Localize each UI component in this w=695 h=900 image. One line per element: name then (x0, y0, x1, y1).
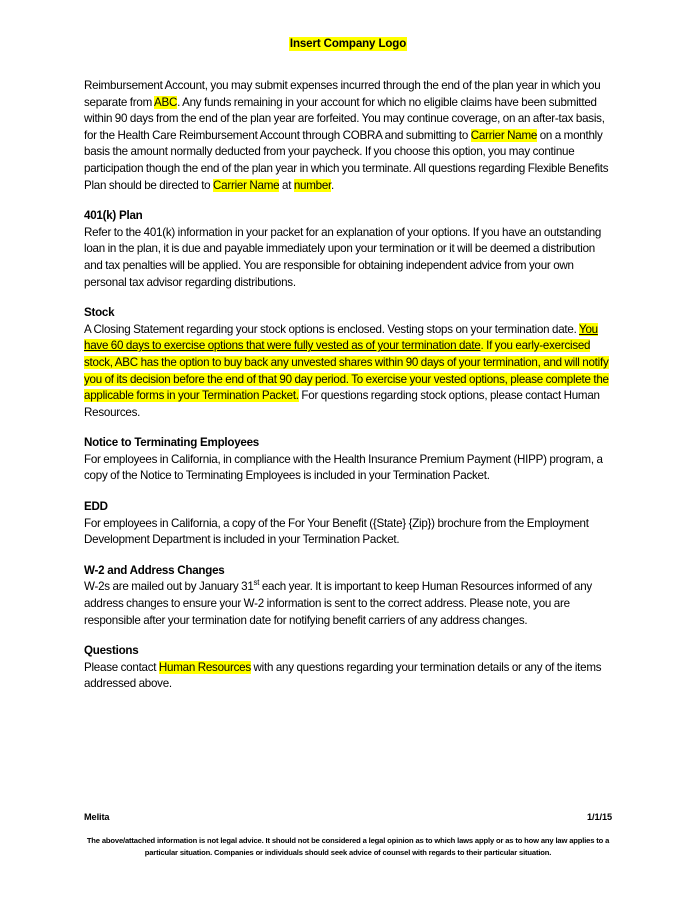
section-title-401k-plan: 401(k) Plan (84, 209, 143, 223)
placeholder-carrier-name-2: Carrier Name (213, 178, 280, 192)
company-logo-placeholder: Insert Company Logo (289, 38, 407, 50)
section-stock (84, 305, 612, 421)
section-edd (84, 499, 612, 549)
placeholder-abc: ABC (154, 95, 178, 109)
section-body-401k-plan: Refer to the 401(k) information in your packet for an explanation of your options. If you have an outstanding loan in the plan, it is due and payable immediately upon your termination or it will be deemed a distribution and tax penalties will be applied. You are responsible for obtaining independent advice from your own personal tax advisor regarding distributions. (84, 225, 602, 289)
section-body-w2-and-address-changes (84, 579, 612, 629)
w2-ordinal-suffix: st (253, 578, 260, 588)
section-notice-to-terminating-employees (84, 435, 612, 485)
intro-paragraph (84, 78, 612, 194)
placeholder-number: number (293, 178, 332, 192)
footer-disclaimer: The above/attached information is not legal advice. It should not be considered a legal opinion as to which laws apply or as to how any law applies to a particular situation. Companies or individuals should seek advice of counsel with regards to their particular situation. (86, 836, 610, 857)
section-title-questions: Questions (84, 644, 139, 658)
section-401k-plan (84, 208, 612, 291)
document-content (84, 0, 612, 693)
intro-text-part-3: on a monthly basis the amount normally deducted from your paycheck. If you choose this option, you may continue participation though the end of the plan year in which you terminate. All questions regarding Flexible Benefits Plan should be directed to (84, 128, 609, 192)
stock-highlight-rest: . If you early-exercised stock, ABC has the option to buy back any unvested shares within 90 days of your termination, and will notify you of its decision before the end of that 90 day period. To exercise your vested options, please complete the applicable forms in your Termination Packet. (84, 339, 609, 403)
section-questions (84, 643, 612, 693)
stock-text-end: For questions regarding stock options, please contact Human Resources. (84, 389, 600, 419)
footer-date: 1/1/15 (587, 812, 612, 822)
document-header (84, 0, 612, 50)
document-footer (84, 812, 612, 822)
section-body-edd: For employees in California, a copy of the For Your Benefit ({State} {Zip}) brochure from the Employment Development Department is included in your Termination Packet. (84, 516, 589, 547)
stock-highlight-underlined: You have 60 days to exercise options that were fully vested as of your termination date (84, 322, 598, 353)
placeholder-human-resources: Human Resources (158, 660, 251, 674)
intro-text-part-5: . (331, 178, 334, 192)
section-title-stock: Stock (84, 306, 115, 320)
w2-text-part-1: W-2s are mailed out by January 31 (84, 580, 254, 594)
stock-text-part-1: A Closing Statement regarding your stock options is enclosed. Vesting stops on your termination date. (84, 322, 580, 336)
intro-text-part-2: . Any funds remaining in your account for which no eligible claims have been submitted within 90 days from the end of the plan year are forfeited. You may continue coverage, on an after-tax basis, for the Health Care Reimbursement Account through COBRA and submitting to (84, 95, 605, 142)
questions-text-part-1: Please contact (84, 660, 159, 674)
section-body-notice-to-terminating-employees: For employees in California, in compliance with the Health Insurance Premium Payment (HIPP) program, a copy of the Notice to Terminating Employees is included in your Termination Packet. (84, 452, 603, 483)
section-body-stock (84, 322, 612, 422)
section-title-edd: EDD (84, 500, 108, 514)
w2-text-part-2: each year. It is important to keep Human Resources informed of any address changes to ensure your W-2 information is sent to the correct address. Please note, you are responsible after your termination date for notifying benefit carriers of any address changes. (84, 580, 592, 627)
section-title-w2-and-address-changes: W-2 and Address Changes (84, 563, 225, 577)
footer-author: Melita (84, 812, 110, 822)
section-w2-and-address-changes (84, 563, 612, 629)
intro-text-part-4: at (279, 178, 294, 192)
section-title-notice-to-terminating-employees: Notice to Terminating Employees (84, 436, 259, 450)
intro-text-part-1: Reimbursement Account, you may submit expenses incurred through the end of the plan year in which you separate from (84, 79, 601, 109)
questions-text-part-2: with any questions regarding your termination details or any of the items addressed above. (84, 660, 602, 691)
placeholder-carrier-name-1: Carrier Name (470, 128, 538, 142)
section-body-questions (84, 660, 612, 693)
